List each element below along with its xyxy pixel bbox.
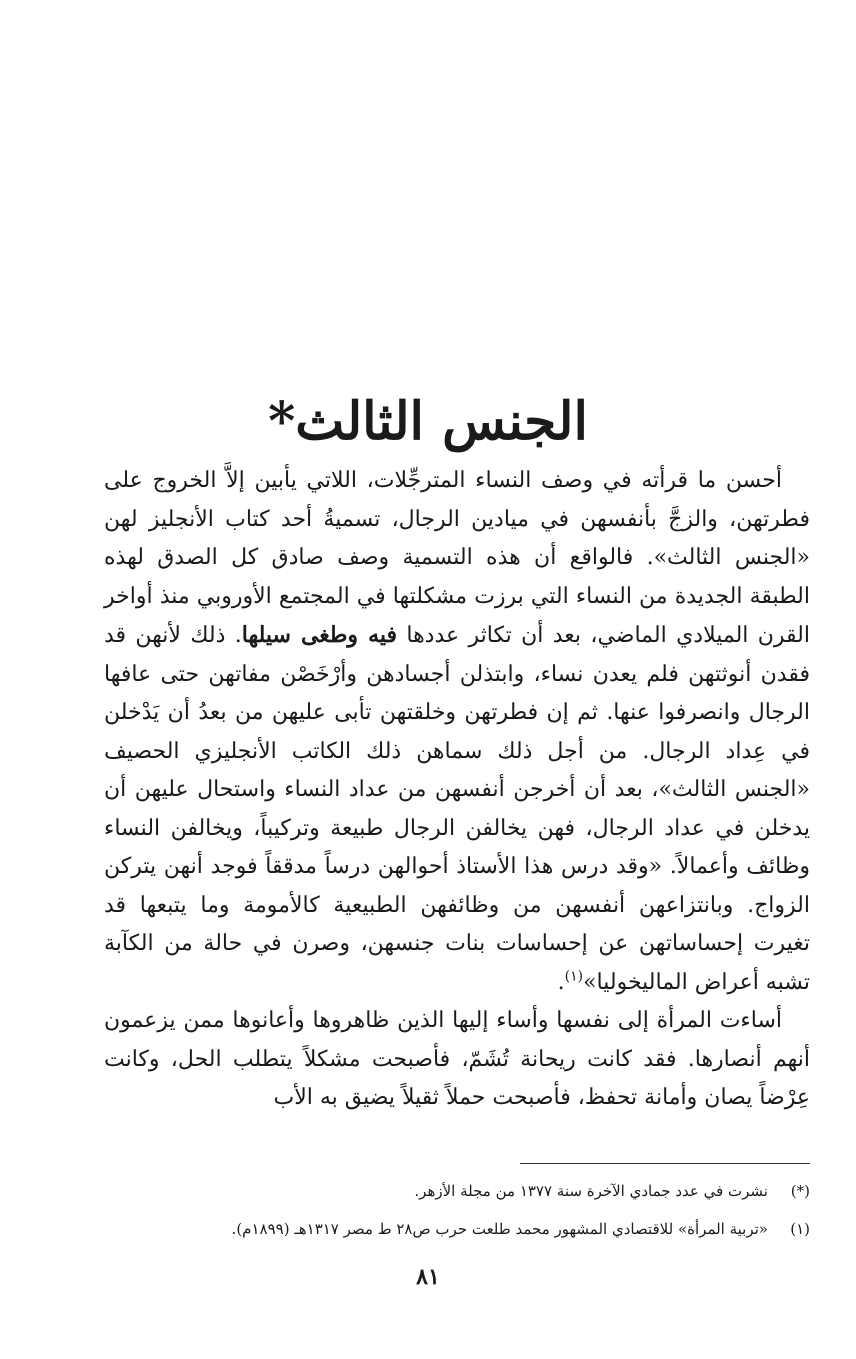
paragraph-1 [104,462,810,1002]
footnote-item [104,1172,810,1210]
paragraph-1-bold-phrase: فيه وطغى سيلها [241,622,398,648]
footnotes [104,1172,810,1248]
paragraph-1-text-end: . ذلك لأنهن قد فقدن أنوثتهن فلم يعدن نساء، وابتذلن أجسادهن وأرْخَصْن مفاتهن حتى عافها الرجال وانصرفوا عنها. ثم إن فطرتهن وخلقتهن تأبى عليهن من بعدُ أن يَدْخلن في عِداد الرجال. من أجل ذلك سماهن ذلك الكاتب الأنجليزي الحصيف «الجنس الثالث»، بعد أن أخرجن أنفسهن من عداد النساء واستحال عليهن أن يدخلن في عداد الرجال، فهن يخالفن الرجال طبيعة وتركيباً، ويخالفن النساء وظائف وأعمالاً. «وقد درس هذا الأستاذ أحوالهن درساً مدققاً فوجد أنهن يتركن الزواج. وبانتزاعهن أنفسهن من وظائفهن الطبيعية كالأمومة وما يتبعها قد تغيرت إحساساتهن عن إحساسات بنات جنسهن، وصرن في حالة من الكآبة تشبه أعراض الماليخوليا» [104,623,810,995]
footnote-mark: (*) [790,1182,810,1200]
body-text [104,462,810,1118]
footnote-divider [520,1163,810,1164]
footnote-mark: (١) [790,1220,810,1238]
paragraph-1-text-start: أحسن ما قرأته في وصف النساء المترجِّلات، اللاتي يأبين إلاَّ الخروج على فطرتهن، والزجَّ بأنفسهن في ميادين الرجال، تسميةُ أحد كتاب الأنجليز لهن «الجنس الثالث». فالواقع أن هذه التسمية وصف صادق كل الصدق لهذه الطبقة الجديدة من النساء التي برزت مشكلتها في المجتمع الأوروبي منذ أواخر القرن الميلادي الماضي، بعد أن تكاثر عددها [104,468,811,648]
paragraph-2: أساءت المرأة إلى نفسها وأساء إليها الذين ظاهروها وأعانوها ممن يزعمون أنهم أنصارها. فقد كانت ريحانة تُشَمّ، فأصبحت مشكلاً يتطلب الحل، وكانت عِرْضاً يصان وأمانة تحفظ، فأصبحت حملاً ثقيلاً يضيق به الأب [104,1008,810,1110]
footnote-reference: (١) [564,968,584,985]
footnote-item [104,1210,810,1248]
footnote-text: «تربية المرأة» للاقتصادي المشهور محمد طلعت حرب ص٢٨ ط مصر ١٣١٧هـ (١٨٩٩م). [231,1220,768,1238]
page-number: ٨١ [416,1264,440,1290]
paragraph-1-period: . [557,969,565,995]
footnote-text: نشرت في عدد جمادي الآخرة سنة ١٣٧٧ من مجلة الأزهر. [414,1182,768,1200]
chapter-title: الجنس الثالث* [268,390,588,452]
